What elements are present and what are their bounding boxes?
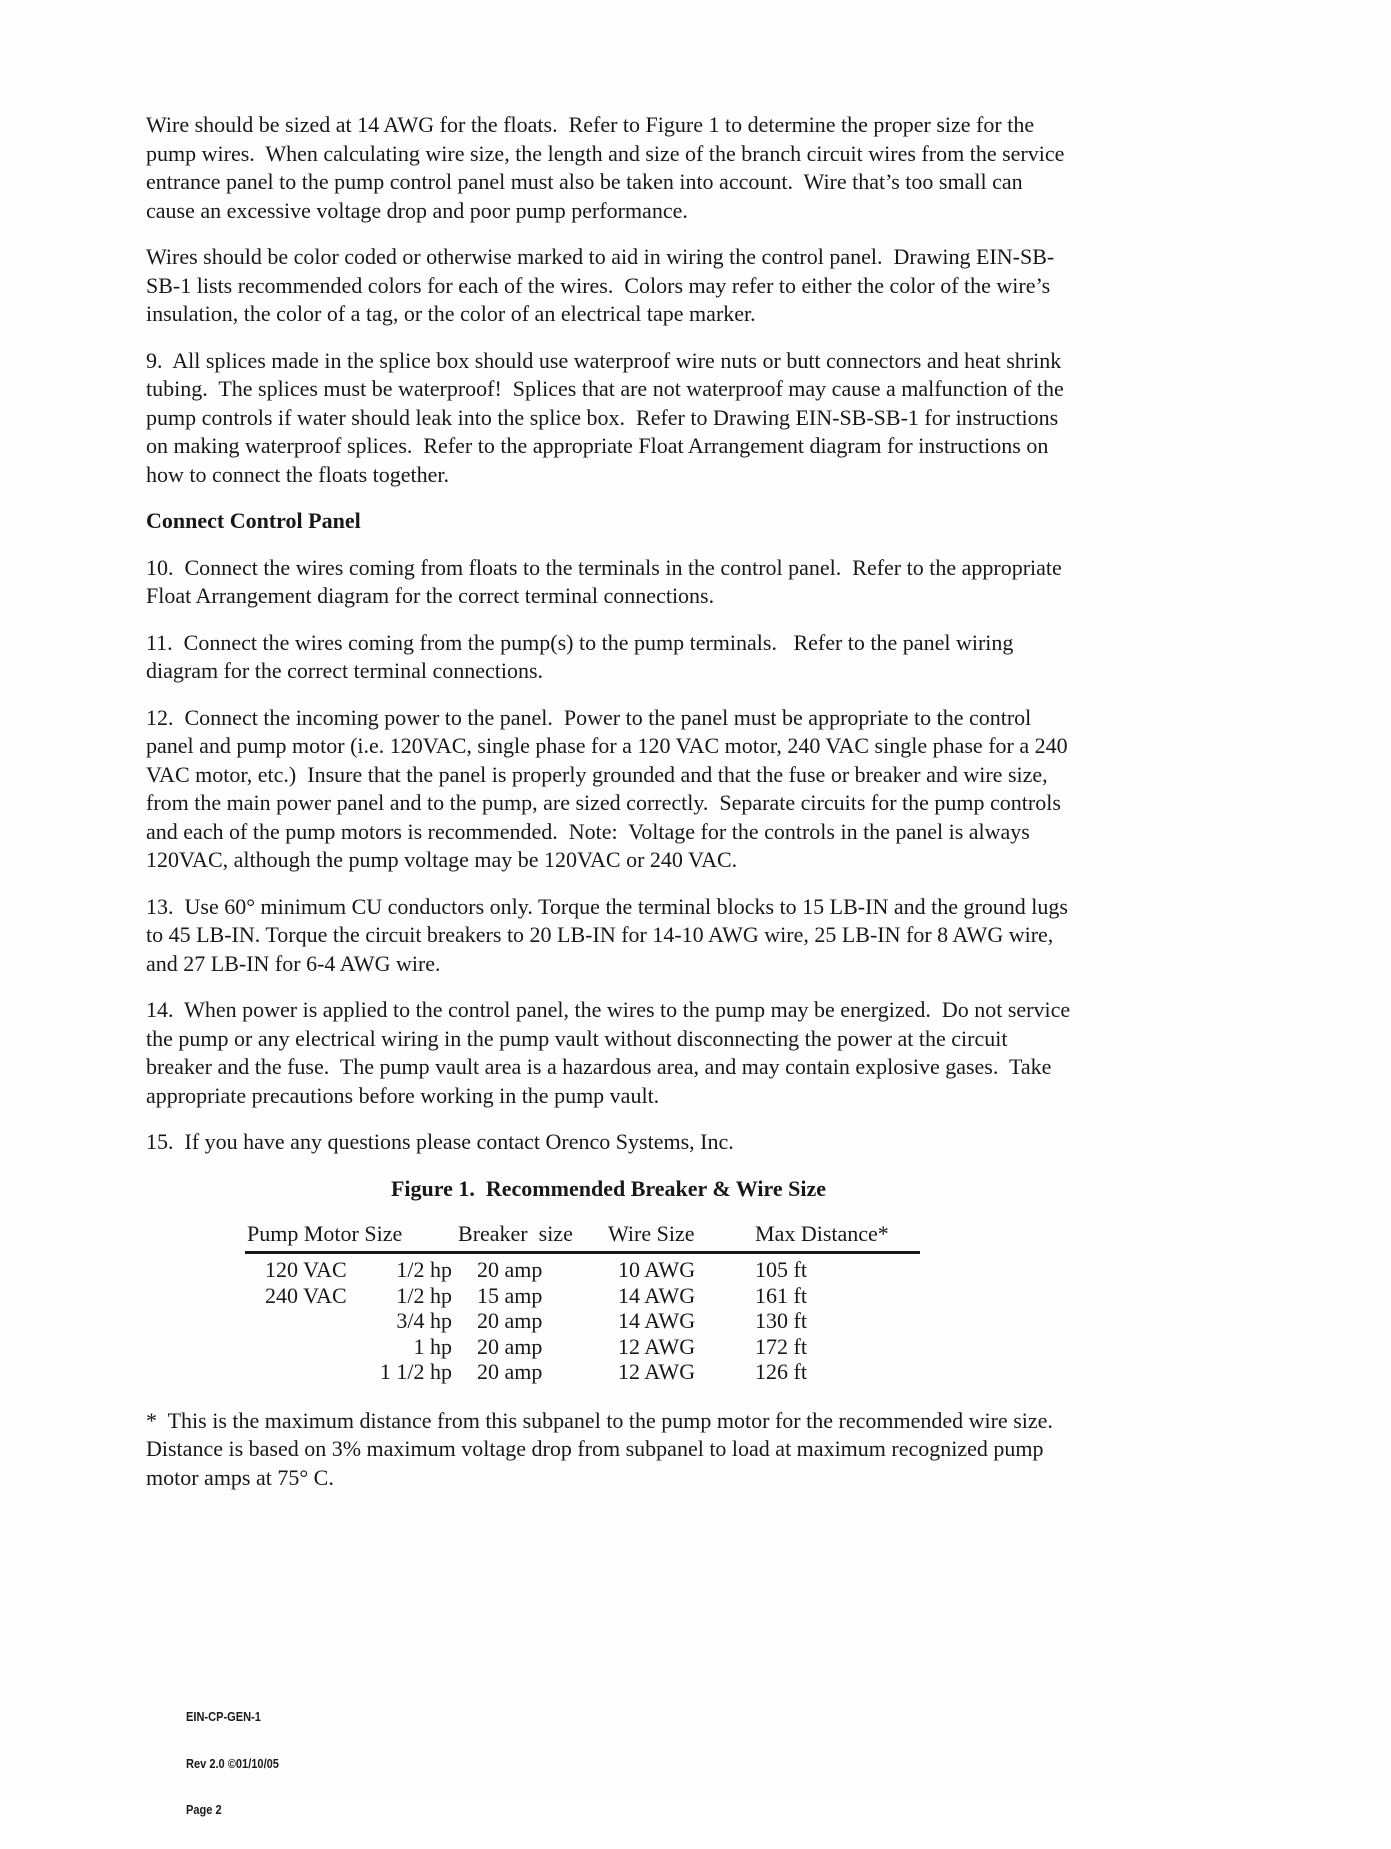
cell-distance: 126 ft bbox=[755, 1359, 807, 1384]
list-item-14: 14. When power is applied to the control panel, the wires to the pump may be energized. Do not service the pump or any electrical wiring in the pump vault without disconnecting the power at the circuit breaker and the fuse. The pump vault area is a hazardous area, and may contain explosive gases. Take appropriate precautions before working in the pump vault. bbox=[146, 997, 1076, 1108]
table-row bbox=[245, 1334, 920, 1360]
list-item-15: 15. If you have any questions please contact Orenco Systems, Inc. bbox=[146, 1129, 734, 1154]
cell-breaker: 20 amp bbox=[477, 1359, 543, 1384]
cell-hp: 1/2 hp bbox=[396, 1282, 453, 1308]
footer-doc-id: EIN-CP-GEN-1 bbox=[186, 1709, 261, 1724]
table-row bbox=[245, 1253, 920, 1283]
cell-breaker: 20 amp bbox=[477, 1257, 543, 1282]
list-item-10: 10. Connect the wires coming from floats to the terminals in the control panel. Refer to the appropriate Float Arrangement diagram for the correct terminal connections. bbox=[146, 554, 1068, 608]
cell-voltage: 120 VAC bbox=[265, 1257, 347, 1282]
cell-wire: 10 AWG bbox=[618, 1257, 696, 1282]
cell-wire: 14 AWG bbox=[618, 1282, 696, 1308]
cell-distance: 105 ft bbox=[755, 1257, 807, 1282]
cell-voltage bbox=[245, 1308, 345, 1334]
column-header-pump-motor-size: Pump Motor Size bbox=[245, 1220, 452, 1253]
cell-hp: 1 1/2 hp bbox=[379, 1359, 453, 1384]
footer-revision: Rev 2.0 ©01/10/05 bbox=[186, 1755, 279, 1771]
footnote-max-distance: * This is the maximum distance from this subpanel to the pump motor for the recommended wire size. Distance is based on 3% maximum voltage drop from subpanel to load at maximum recognized pump motor amps at 75° C. bbox=[146, 1407, 1064, 1490]
cell-hp: 3/4 hp bbox=[396, 1308, 453, 1333]
footer-page-number: Page 2 bbox=[186, 1802, 222, 1817]
page-body bbox=[146, 111, 1076, 1492]
cell-wire: 14 AWG bbox=[618, 1308, 696, 1333]
cell-hp: 1/2 hp bbox=[396, 1257, 453, 1282]
cell-voltage bbox=[245, 1359, 345, 1385]
list-item-13: 13. Use 60° minimum CU conductors only. Torque the terminal blocks to 15 LB-IN and the ground lugs to 45 LB-IN. Torque the circuit breakers to 20 LB-IN for 14-10 AWG wire, 25 LB-IN for 8 AWG wire, and 27 LB-IN for 6-4 AWG wire. bbox=[146, 893, 1074, 976]
breaker-wire-size-table bbox=[245, 1220, 920, 1385]
column-header-wire-size: Wire Size bbox=[593, 1220, 730, 1253]
cell-voltage: 240 VAC bbox=[265, 1282, 347, 1308]
list-item-12: 12. Connect the incoming power to the panel. Power to the panel must be appropriate to the control panel and pump motor (i.e. 120VAC, single phase for a 120 VAC motor, 240 VAC single phase for a 240 VAC motor, etc.) Insure that the panel is properly grounded and that the fuse or breaker and wire size, from the main power panel and to the pump, are sized correctly. Separate circuits for the pump controls and each of the pump motors is recommended. Note: Voltage for the controls in the panel is always 120VAC, although the pump voltage may be 120VAC or 240 VAC. bbox=[146, 704, 1073, 872]
paragraph-wire-sizing: Wire should be sized at 14 AWG for the floats. Refer to Figure 1 to determine the proper size for the pump wires. When calculating wire size, the length and size of the branch circuit wires from the service entrance panel to the pump control panel must also be taken into account. Wire that’s too small can cause an excessive voltage drop and poor pump performance. bbox=[146, 112, 1070, 223]
figure-title: Figure 1. Recommended Breaker & Wire Size bbox=[390, 1175, 827, 1201]
cell-wire: 12 AWG bbox=[618, 1359, 696, 1384]
column-header-breaker-size: Breaker size bbox=[452, 1220, 593, 1253]
list-item-9: 9. All splices made in the splice box should use waterproof wire nuts or butt connectors and heat shrink tubing. The splices must be waterproof! Splices that are not waterproof may cause a malfunction of the pump controls if water should leak into the splice box. Refer to Drawing EIN-SB-SB-1 for instructions on making waterproof splices. Refer to the appropriate Float Arrangement diagram for instructions on how to connect the floats together. bbox=[146, 347, 1070, 487]
cell-voltage bbox=[245, 1334, 345, 1360]
section-heading-connect-control-panel: Connect Control Panel bbox=[146, 508, 361, 533]
cell-hp: 1 hp bbox=[413, 1333, 453, 1359]
cell-breaker: 20 amp bbox=[477, 1333, 543, 1359]
table-row bbox=[245, 1283, 920, 1309]
cell-distance: 161 ft bbox=[755, 1282, 807, 1308]
list-item-11: 11. Connect the wires coming from the pump(s) to the pump terminals. Refer to the panel wiring diagram for the correct terminal connections. bbox=[146, 629, 1019, 683]
cell-distance: 130 ft bbox=[755, 1308, 807, 1333]
cell-breaker: 20 amp bbox=[477, 1308, 543, 1333]
table-row bbox=[245, 1308, 920, 1334]
cell-breaker: 15 amp bbox=[477, 1282, 543, 1308]
column-header-max-distance: Max Distance* bbox=[730, 1220, 920, 1253]
paragraph-color-coding: Wires should be color coded or otherwise marked to aid in wiring the control panel. Drawing EIN-SB-SB-1 lists recommended colors for each of the wires. Colors may refer to either the color of the wire’s insulation, the color of a tag, or the color of an electrical tape marker. bbox=[146, 244, 1056, 326]
cell-distance: 172 ft bbox=[755, 1333, 807, 1359]
document-footer bbox=[186, 1678, 279, 1849]
table-row bbox=[245, 1359, 920, 1385]
table-header-row bbox=[245, 1220, 920, 1253]
cell-wire: 12 AWG bbox=[618, 1333, 696, 1359]
